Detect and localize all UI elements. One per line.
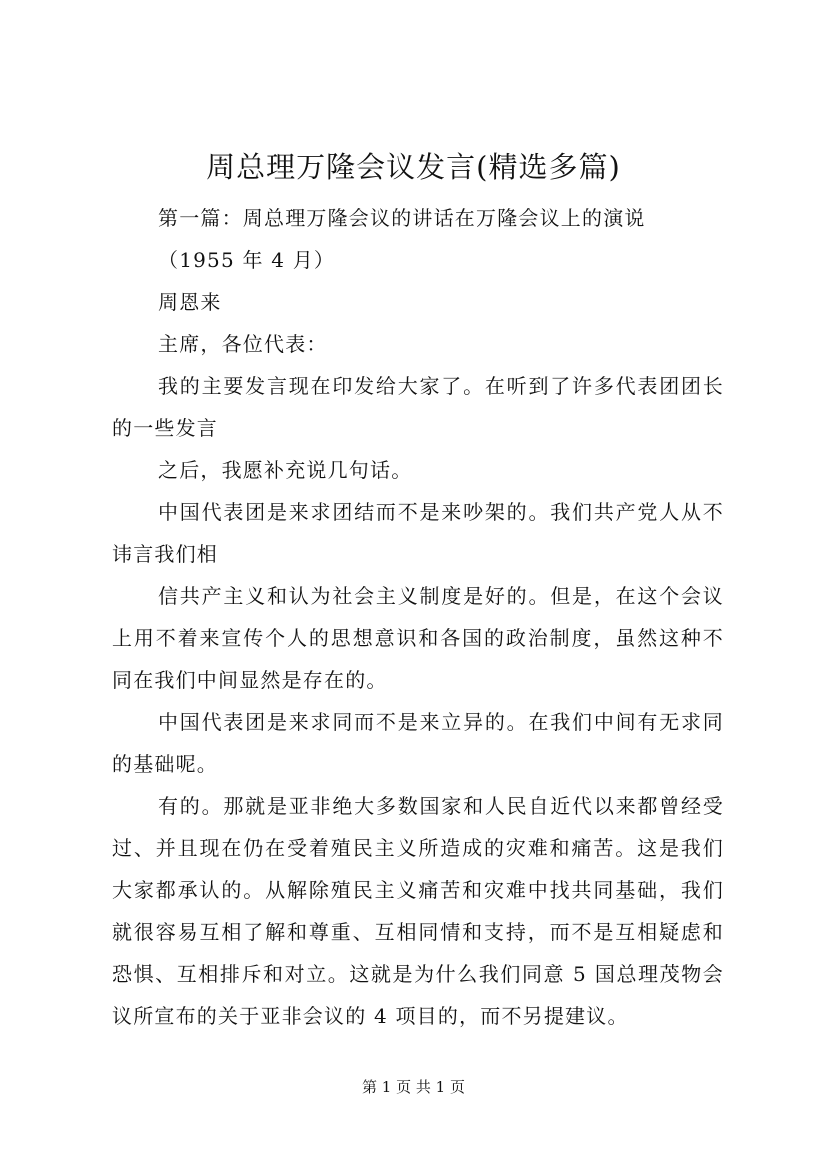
paragraph: 主席，各位代表：	[158, 332, 328, 356]
document-title: 周总理万隆会议发言(精选多篇)	[206, 150, 621, 184]
paragraph: 周恩来	[158, 290, 222, 314]
paragraph: 我的主要发言现在印发给大家了。在听到了许多代表团团长的一些发言	[112, 374, 724, 440]
paragraph: （1955 年 4 月）	[158, 248, 336, 272]
paragraph: 中国代表团是来求同而不是来立异的。在我们中间有无求同的基础呢。	[112, 710, 724, 776]
paragraph: 有的。那就是亚非绝大多数国家和人民自近代以来都曾经受过、并且现在仍在受着殖民主义所造成的灾难和痛苦。这是我们大家都承认的。从解除殖民主义痛苦和灾难中找共同基础，我们就很容易互相了解和尊重、互相同情和支持，而不是互相疑虑和恐惧、互相排斥和对立。这就是为什么我们同意 5 国总理茂物会议所宣布的关于亚非会议的 4 项目的，而不另提建议。	[112, 794, 724, 1028]
paragraph: 之后，我愿补充说几句话。	[158, 458, 413, 482]
document-body	[112, 197, 724, 1037]
paragraph: 中国代表团是来求团结而不是来吵架的。我们共产党人从不讳言我们相	[112, 500, 724, 566]
paragraph: 第一篇：周总理万隆会议的讲话在万隆会议上的演说	[158, 206, 646, 230]
paragraph: 信共产主义和认为社会主义制度是好的。但是，在这个会议上用不着来宣传个人的思想意识和各国的政治制度，虽然这种不同在我们中间显然是存在的。	[112, 584, 724, 692]
page-footer: 第 1 页 共 1 页	[362, 1078, 465, 1096]
